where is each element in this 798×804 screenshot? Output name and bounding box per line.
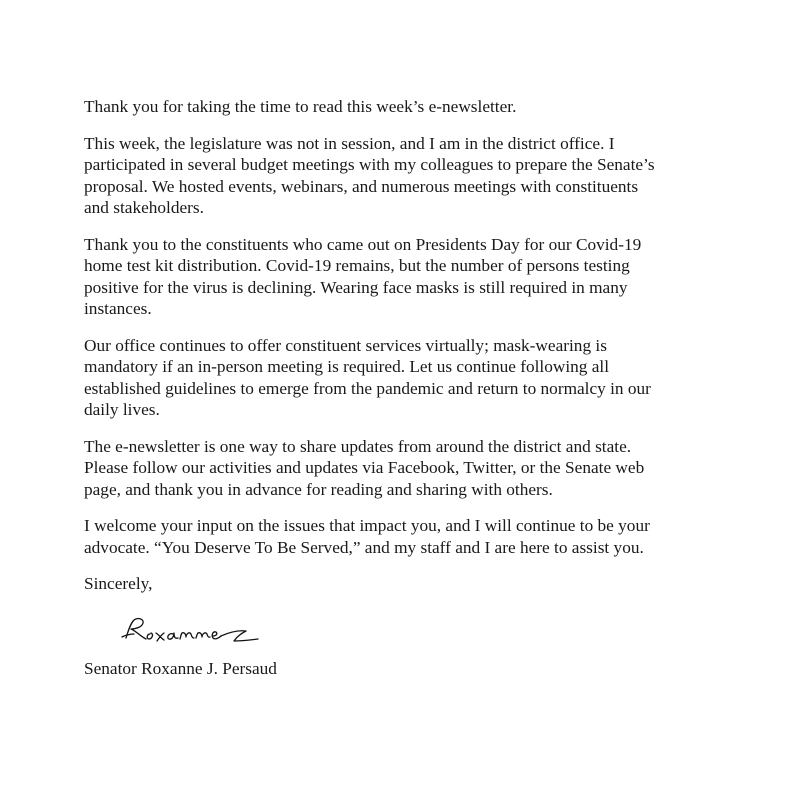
letter-closing: Sincerely, [84, 574, 153, 593]
handwritten-signature [118, 610, 268, 650]
letter-paragraph: The e-newsletter is one way to share updates from around the district and state. Please follow our activities and updates via Facebook, Twitter, or the Senate web page, and thank you in advance for reading and sharing with others. [84, 436, 645, 499]
signer-name: Senator Roxanne J. Persaud [84, 658, 277, 678]
letter-paragraph: This week, the legislature was not in session, and I am in the district office. I participated in several budget meetings with my colleagues to prepare the Senate’s proposal. We hosted events, webinars, and numerous meetings with constituents and stakeholders. [84, 133, 655, 217]
letter-paragraph: I welcome your input on the issues that impact you, and I will continue to be your advocate. “You Deserve To Be Served,” and my staff and I are here to assist you. [84, 516, 650, 557]
letter-paragraph: Our office continues to offer constituent services virtually; mask-wearing is mandatory if an in-person meeting is required. Let us continue following all established guidelines to emerge from the pandemic and return to normalcy in our daily lives. [84, 335, 651, 419]
letter-paragraph: Thank you to the constituents who came out on Presidents Day for our Covid-19 home test kit distribution. Covid-19 remains, but the number of persons testing positive for the virus is declining. Wearing face masks is still required in many instances. [84, 234, 642, 318]
newsletter-letter [84, 96, 724, 679]
letter-greeting: Thank you for taking the time to read this week’s e-newsletter. [84, 97, 517, 116]
